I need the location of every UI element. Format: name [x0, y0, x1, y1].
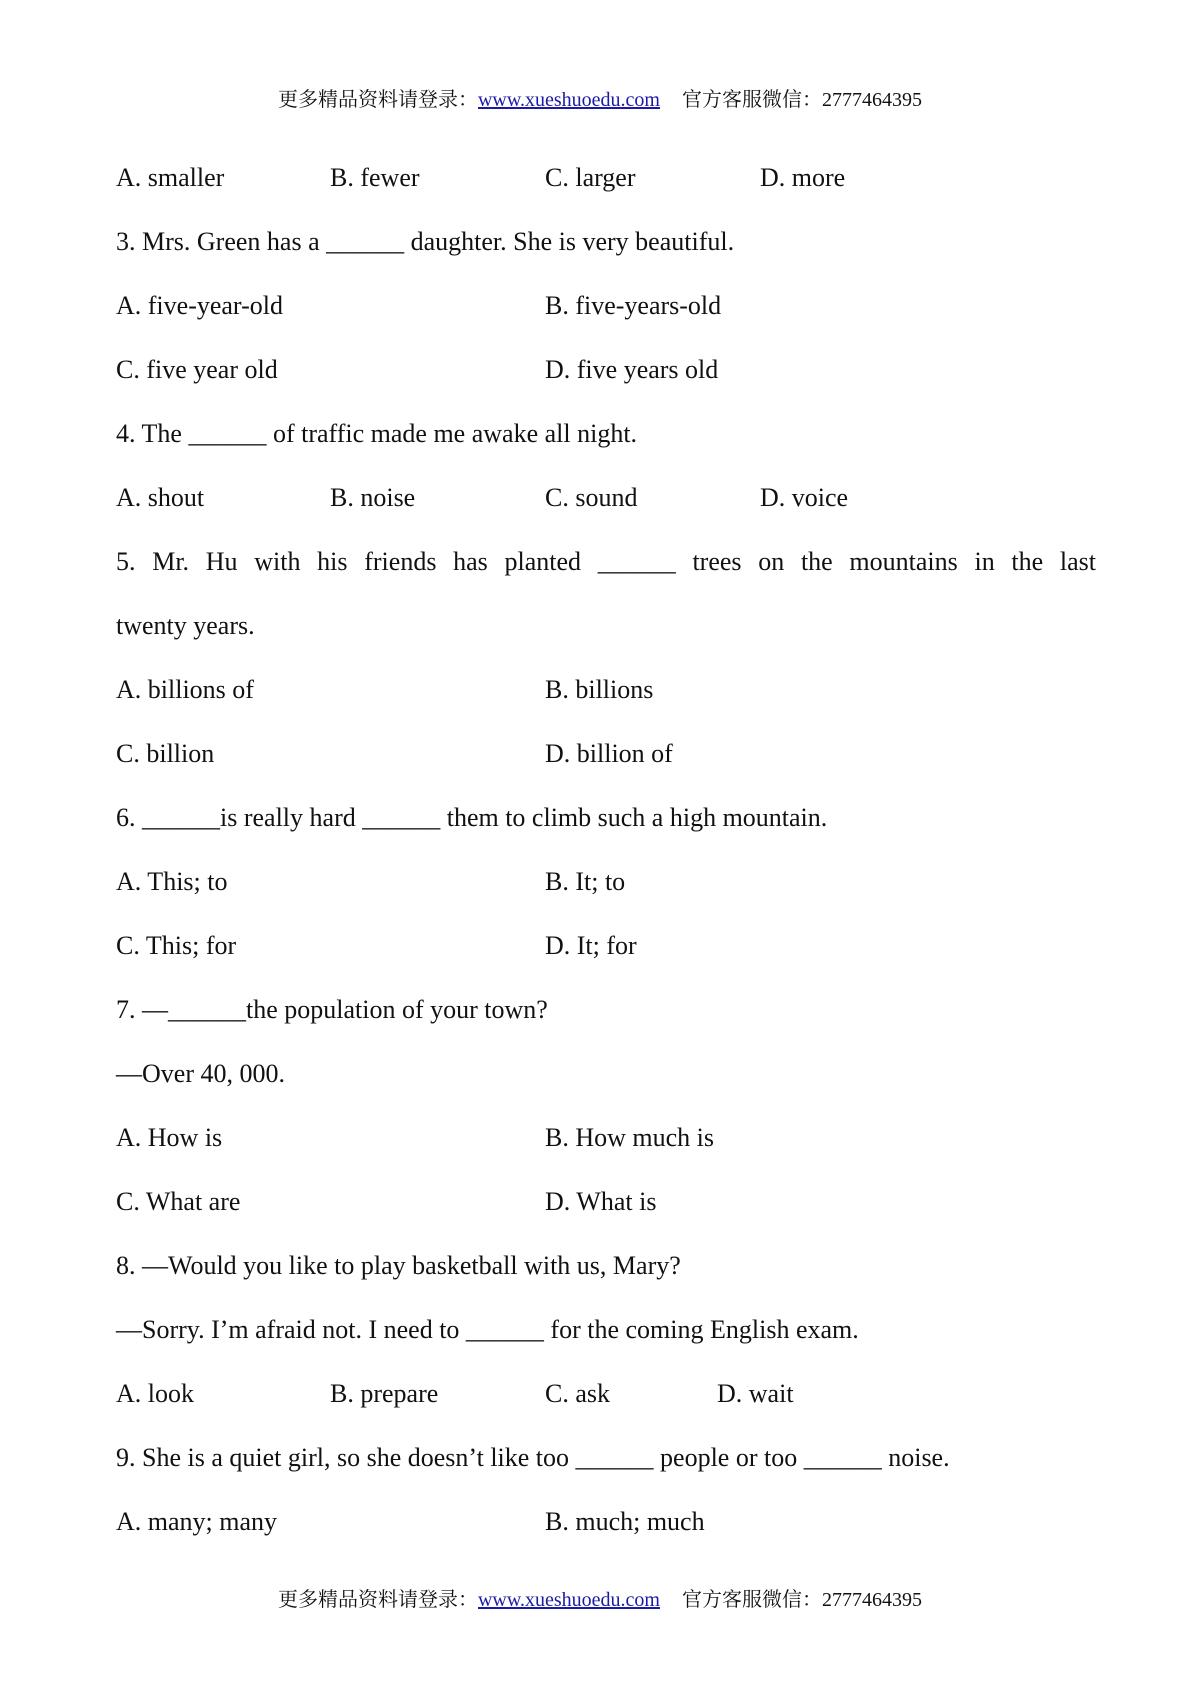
option-c: C. billion [116, 739, 215, 768]
option-d: D. billion of [545, 739, 673, 768]
header-prompt: 更多精品资料请登录： [277, 89, 478, 111]
option-a: A. five-year-old [116, 291, 283, 320]
q7-stem: 7. —______the population of your town? [116, 995, 548, 1024]
header-service: 官方客服微信：2777464395 [682, 89, 922, 111]
option-a: A. How is [116, 1123, 223, 1152]
option-a: A. shout [116, 483, 205, 512]
page-header [0, 88, 1200, 112]
option-c: C. larger [545, 163, 636, 192]
option-b: B. noise [330, 483, 416, 512]
option-b: B. prepare [330, 1379, 439, 1408]
option-a: A. look [116, 1379, 194, 1408]
option-a: A. many; many [116, 1507, 278, 1536]
q3-stem: 3. Mrs. Green has a ______ daughter. She is very beautiful. [116, 227, 735, 256]
option-d: D. wait [717, 1379, 794, 1408]
option-a: A. This; to [116, 867, 228, 896]
option-c: C. ask [545, 1379, 610, 1408]
q9-stem: 9. She is a quiet girl, so she doesn’t like too ______ people or too ______ noise. [116, 1443, 950, 1472]
footer-service: 官方客服微信：2777464395 [682, 1589, 922, 1611]
option-d: D. voice [760, 483, 849, 512]
header-url-link[interactable]: www.xueshuoedu.com [477, 89, 660, 111]
q4-stem: 4. The ______ of traffic made me awake all night. [116, 419, 638, 448]
q8-reply: —Sorry. I’m afraid not. I need to ______ for the coming English exam. [116, 1315, 859, 1344]
option-b: B. five-years-old [545, 291, 722, 320]
option-c: C. What are [116, 1187, 241, 1216]
option-d: D. What is [545, 1187, 657, 1216]
option-b: B. billions [545, 675, 654, 704]
option-c: C. This; for [116, 931, 237, 960]
option-b: B. fewer [330, 163, 420, 192]
option-d: D. five years old [545, 355, 719, 384]
option-a: A. billions of [116, 675, 254, 704]
q7-reply: —Over 40, 000. [116, 1059, 285, 1088]
page-footer [0, 1588, 1200, 1612]
option-d: D. It; for [545, 931, 637, 960]
option-b: B. How much is [545, 1123, 714, 1152]
option-a: A. smaller [116, 163, 225, 192]
q5-stem-line-1: 5. Mr. Hu with his friends has planted ______ trees on the mountains in the last [116, 547, 1096, 576]
q5-stem-line-2: twenty years. [116, 611, 255, 640]
option-b: B. much; much [545, 1507, 705, 1536]
q6-stem: 6. ______is really hard ______ them to climb such a high mountain. [116, 803, 828, 832]
option-c: C. sound [545, 483, 638, 512]
option-b: B. It; to [545, 867, 626, 896]
footer-prompt: 更多精品资料请登录： [277, 1589, 478, 1611]
option-d: D. more [760, 163, 846, 192]
footer-url-link[interactable]: www.xueshuoedu.com [477, 1589, 660, 1611]
option-c: C. five year old [116, 355, 278, 384]
q8-stem: 8. —Would you like to play basketball with us, Mary? [116, 1251, 681, 1280]
